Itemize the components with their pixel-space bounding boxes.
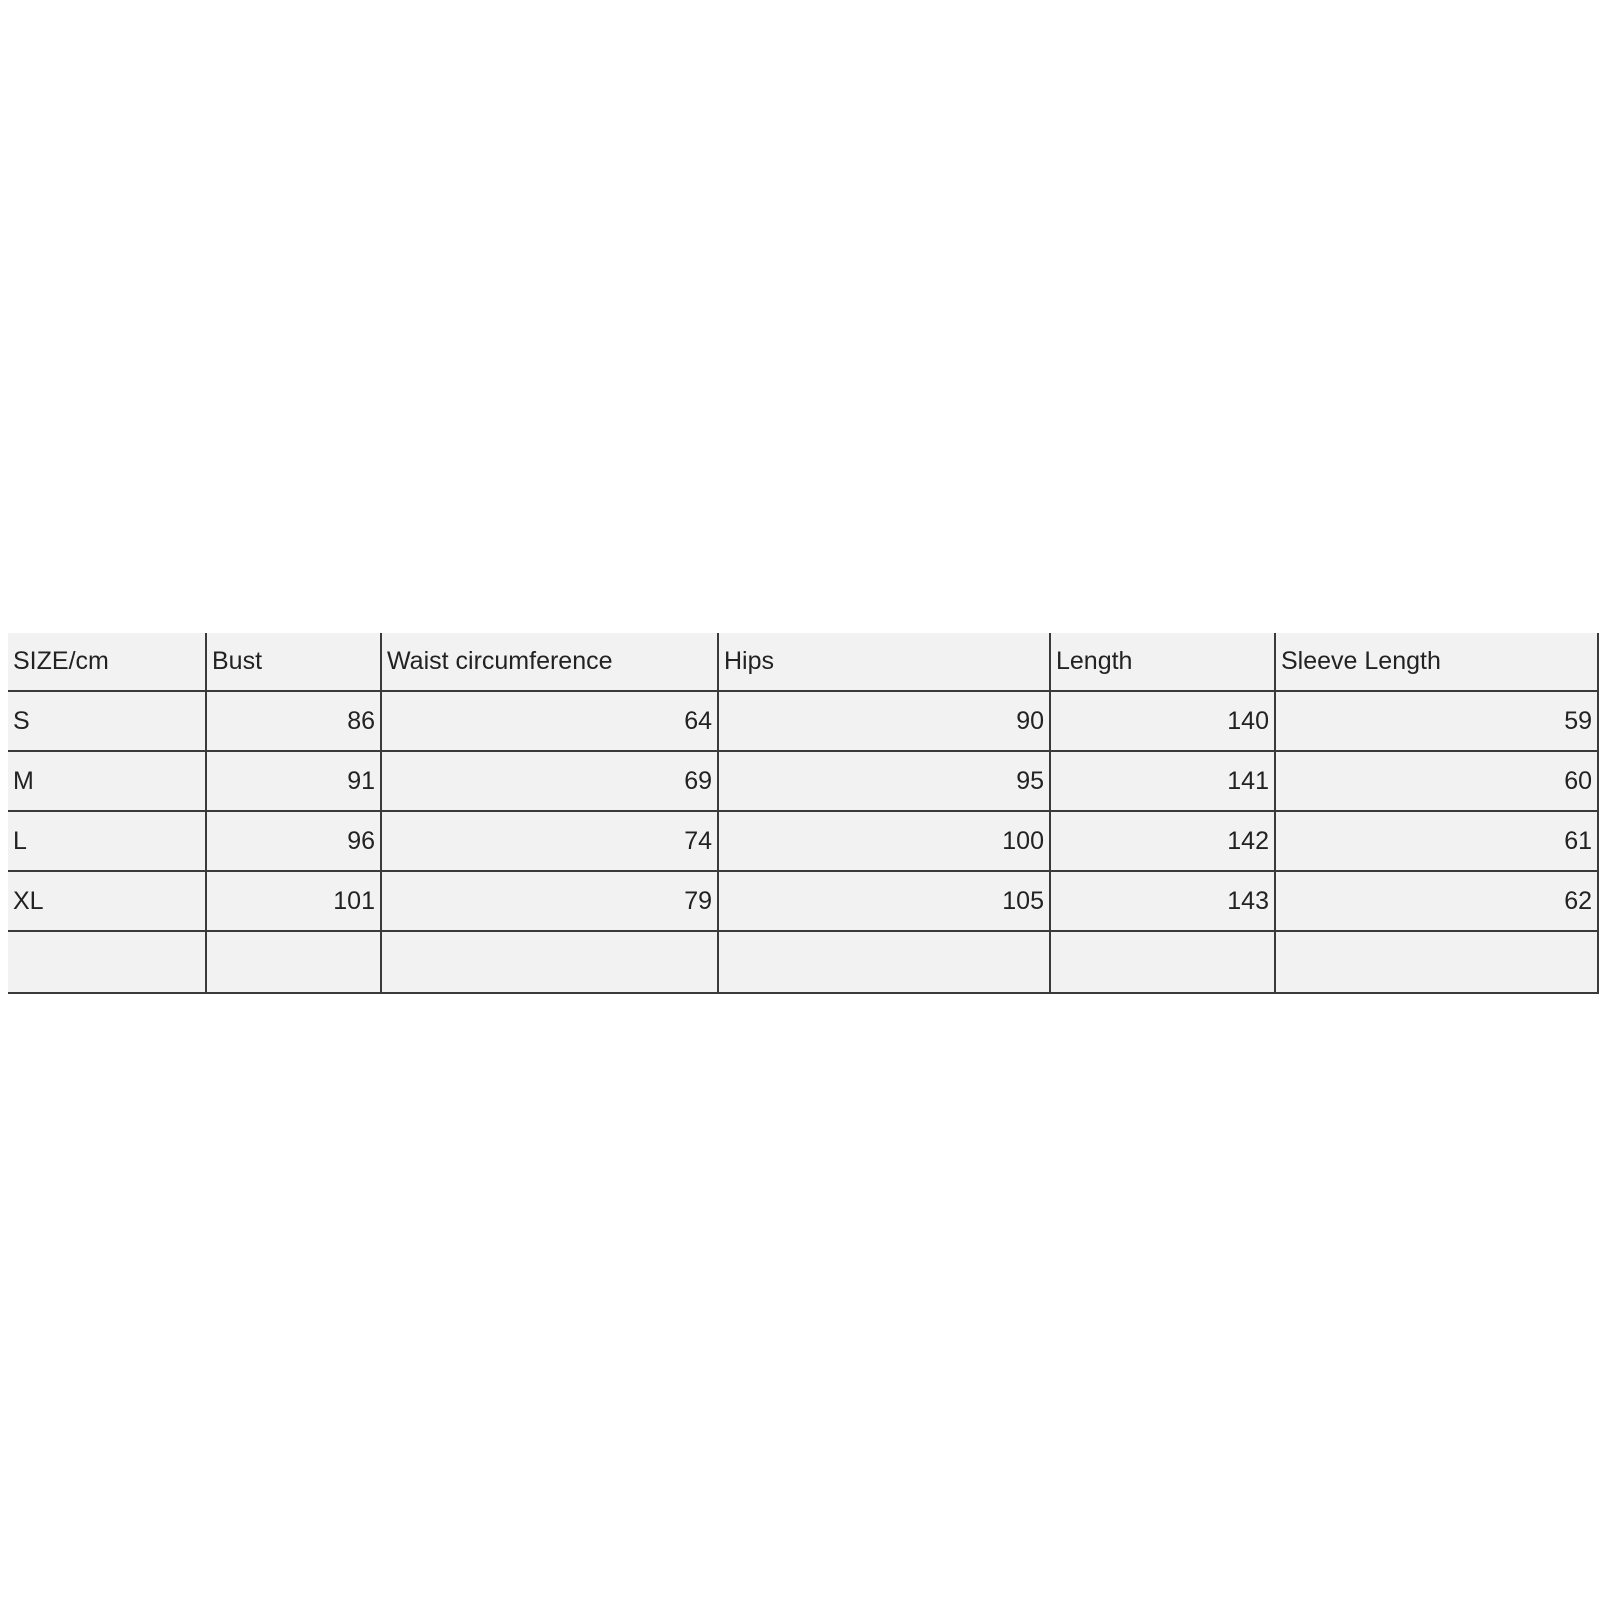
hips-cell: 100 (718, 811, 1050, 871)
table-row (8, 871, 1598, 931)
header-size: SIZE/cm (8, 633, 206, 691)
length-cell: 142 (1050, 811, 1275, 871)
header-row (8, 633, 1598, 691)
size-cell: XL (8, 871, 206, 931)
empty-cell (206, 931, 381, 993)
length-cell: 141 (1050, 751, 1275, 811)
sleeve-length-cell: 62 (1275, 871, 1598, 931)
waist-cell: 74 (381, 811, 718, 871)
header-waist: Waist circumference (381, 633, 718, 691)
table-header (8, 633, 1598, 691)
bust-cell: 96 (206, 811, 381, 871)
table-row (8, 691, 1598, 751)
empty-cell (718, 931, 1050, 993)
empty-cell (1050, 931, 1275, 993)
header-sleeve-length: Sleeve Length (1275, 633, 1598, 691)
header-length: Length (1050, 633, 1275, 691)
table-body (8, 691, 1598, 993)
empty-cell (381, 931, 718, 993)
hips-cell: 105 (718, 871, 1050, 931)
sleeve-length-cell: 59 (1275, 691, 1598, 751)
empty-table-row (8, 931, 1598, 993)
size-cell: S (8, 691, 206, 751)
header-bust: Bust (206, 633, 381, 691)
waist-cell: 79 (381, 871, 718, 931)
empty-cell (1275, 931, 1598, 993)
hips-cell: 90 (718, 691, 1050, 751)
size-chart-table (8, 633, 1599, 994)
length-cell: 140 (1050, 691, 1275, 751)
table-row (8, 751, 1598, 811)
sleeve-length-cell: 61 (1275, 811, 1598, 871)
header-hips: Hips (718, 633, 1050, 691)
size-cell: M (8, 751, 206, 811)
hips-cell: 95 (718, 751, 1050, 811)
size-cell: L (8, 811, 206, 871)
bust-cell: 101 (206, 871, 381, 931)
empty-cell (8, 931, 206, 993)
length-cell: 143 (1050, 871, 1275, 931)
bust-cell: 91 (206, 751, 381, 811)
sleeve-length-cell: 60 (1275, 751, 1598, 811)
waist-cell: 69 (381, 751, 718, 811)
table-row (8, 811, 1598, 871)
waist-cell: 64 (381, 691, 718, 751)
bust-cell: 86 (206, 691, 381, 751)
